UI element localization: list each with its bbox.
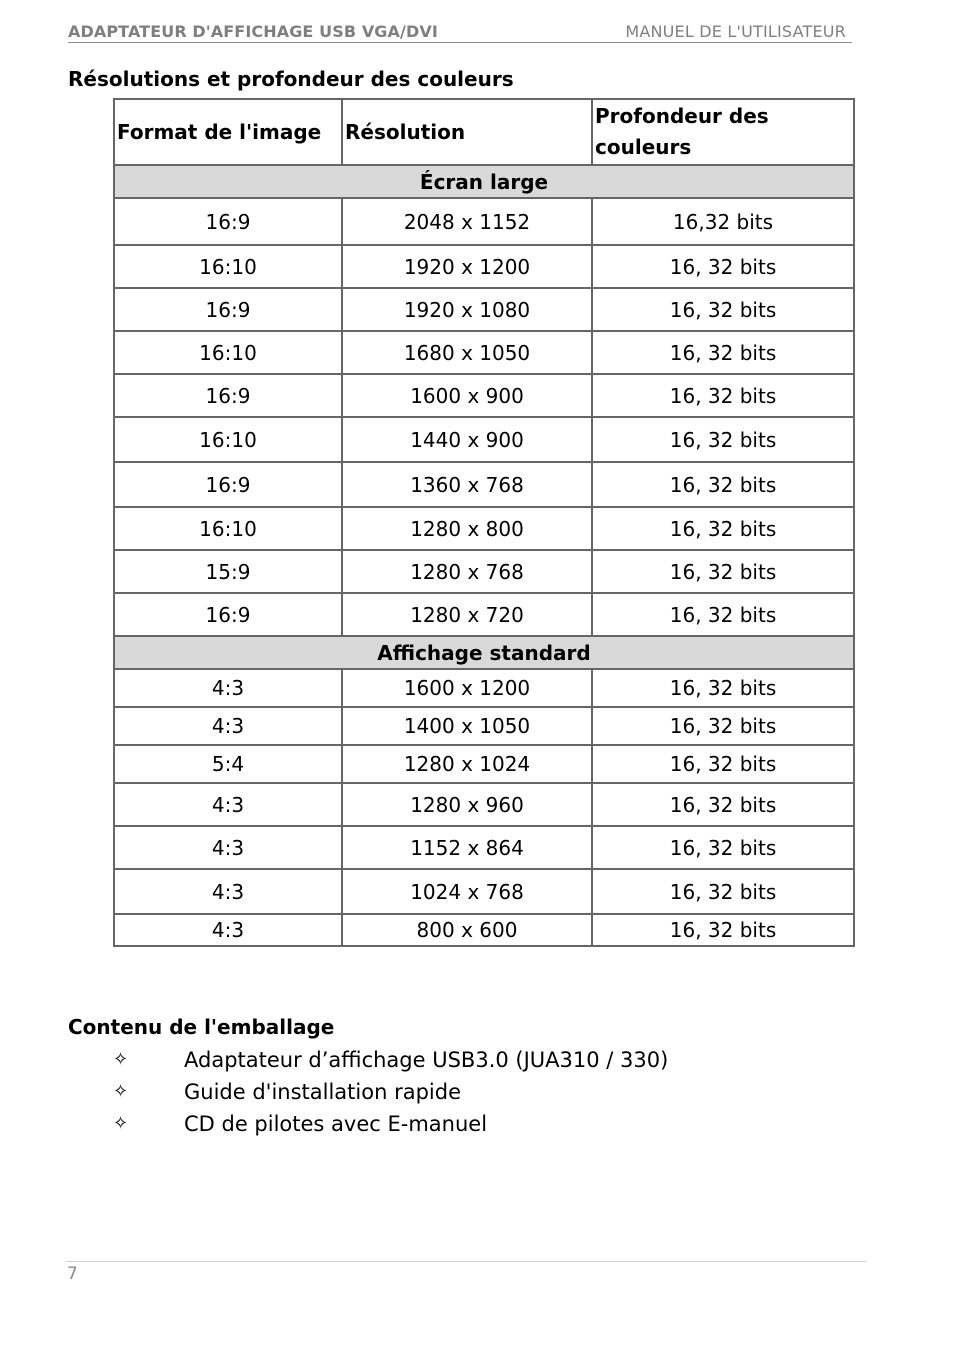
footer-divider xyxy=(66,1261,866,1262)
cell-resolution: 1680 x 1050 xyxy=(342,331,592,374)
cell-depth: 16, 32 bits xyxy=(592,783,854,826)
group-row-standard xyxy=(114,636,854,669)
cell-format: 4:3 xyxy=(114,669,342,707)
cell-depth: 16, 32 bits xyxy=(592,869,854,914)
header-product-title: ADAPTATEUR D'AFFICHAGE USB VGA/DVI xyxy=(68,22,438,41)
cell-resolution: 1920 x 1080 xyxy=(342,288,592,331)
cell-depth: 16, 32 bits xyxy=(592,826,854,869)
cell-format: 16:10 xyxy=(114,245,342,288)
cell-resolution: 1280 x 720 xyxy=(342,593,592,636)
table-row xyxy=(114,869,854,914)
table-row xyxy=(114,374,854,417)
cell-depth: 16, 32 bits xyxy=(592,462,854,507)
table-row xyxy=(114,745,854,783)
table-row xyxy=(114,331,854,374)
cell-resolution: 1024 x 768 xyxy=(342,869,592,914)
star-bullet-icon: ✧ xyxy=(113,1081,129,1102)
cell-resolution: 1920 x 1200 xyxy=(342,245,592,288)
table-row xyxy=(114,245,854,288)
cell-resolution: 1440 x 900 xyxy=(342,417,592,462)
cell-depth: 16,32 bits xyxy=(592,198,854,245)
cell-depth: 16, 32 bits xyxy=(592,331,854,374)
cell-resolution: 800 x 600 xyxy=(342,914,592,946)
star-bullet-icon: ✧ xyxy=(113,1049,129,1070)
header-cell-format: Format de l'image xyxy=(114,99,342,165)
cell-format: 16:10 xyxy=(114,417,342,462)
group-label: Écran large xyxy=(114,165,854,198)
cell-depth: 16, 32 bits xyxy=(592,374,854,417)
cell-depth: 16, 32 bits xyxy=(592,914,854,946)
cell-format: 4:3 xyxy=(114,826,342,869)
table-row xyxy=(114,550,854,593)
package-contents-list xyxy=(113,1044,668,1140)
cell-resolution: 1400 x 1050 xyxy=(342,707,592,745)
cell-format: 4:3 xyxy=(114,914,342,946)
group-row-wide xyxy=(114,165,854,198)
cell-format: 16:9 xyxy=(114,593,342,636)
table-row xyxy=(114,288,854,331)
cell-resolution: 1152 x 864 xyxy=(342,826,592,869)
group-label: Affichage standard xyxy=(114,636,854,669)
header-cell-depth: Profondeur des couleurs xyxy=(592,99,854,165)
list-item-text: Guide d'installation rapide xyxy=(184,1080,461,1104)
list-item xyxy=(113,1108,668,1140)
cell-resolution: 1280 x 768 xyxy=(342,550,592,593)
cell-format: 16:9 xyxy=(114,374,342,417)
cell-depth: 16, 32 bits xyxy=(592,593,854,636)
cell-depth: 16, 32 bits xyxy=(592,507,854,550)
table-header-row xyxy=(114,99,854,165)
list-item xyxy=(113,1076,668,1108)
star-bullet-icon: ✧ xyxy=(113,1113,129,1134)
cell-depth: 16, 32 bits xyxy=(592,669,854,707)
cell-format: 4:3 xyxy=(114,869,342,914)
table-row xyxy=(114,507,854,550)
cell-format: 16:9 xyxy=(114,198,342,245)
cell-format: 16:10 xyxy=(114,507,342,550)
cell-resolution: 1360 x 768 xyxy=(342,462,592,507)
cell-format: 16:10 xyxy=(114,331,342,374)
table-row xyxy=(114,707,854,745)
cell-format: 15:9 xyxy=(114,550,342,593)
cell-format: 16:9 xyxy=(114,288,342,331)
resolution-table xyxy=(113,98,855,947)
cell-format: 16:9 xyxy=(114,462,342,507)
table-row xyxy=(114,914,854,946)
header-cell-resolution: Résolution xyxy=(342,99,592,165)
list-item-text: Adaptateur d’affichage USB3.0 (JUA310 / 330) xyxy=(184,1048,669,1072)
resolutions-section-title: Résolutions et profondeur des couleurs xyxy=(68,67,514,91)
table-row xyxy=(114,826,854,869)
page-header xyxy=(68,22,852,43)
list-item xyxy=(113,1044,668,1076)
page-number: 7 xyxy=(67,1264,78,1284)
cell-depth: 16, 32 bits xyxy=(592,288,854,331)
table-row xyxy=(114,783,854,826)
cell-resolution: 1280 x 800 xyxy=(342,507,592,550)
cell-depth: 16, 32 bits xyxy=(592,417,854,462)
cell-depth: 16, 32 bits xyxy=(592,707,854,745)
table-row xyxy=(114,593,854,636)
table-row xyxy=(114,669,854,707)
header-manual-title: MANUEL DE L'UTILISATEUR xyxy=(625,22,846,41)
cell-depth: 16, 32 bits xyxy=(592,745,854,783)
cell-resolution: 1280 x 960 xyxy=(342,783,592,826)
cell-resolution: 1280 x 1024 xyxy=(342,745,592,783)
cell-format: 5:4 xyxy=(114,745,342,783)
list-item-text: CD de pilotes avec E-manuel xyxy=(184,1112,488,1136)
cell-depth: 16, 32 bits xyxy=(592,550,854,593)
cell-resolution: 1600 x 1200 xyxy=(342,669,592,707)
cell-depth: 16, 32 bits xyxy=(592,245,854,288)
table-row xyxy=(114,462,854,507)
table-row xyxy=(114,417,854,462)
package-section-title: Contenu de l'emballage xyxy=(68,1015,335,1039)
table-row xyxy=(114,198,854,245)
cell-format: 4:3 xyxy=(114,707,342,745)
cell-resolution: 1600 x 900 xyxy=(342,374,592,417)
cell-resolution: 2048 x 1152 xyxy=(342,198,592,245)
cell-format: 4:3 xyxy=(114,783,342,826)
